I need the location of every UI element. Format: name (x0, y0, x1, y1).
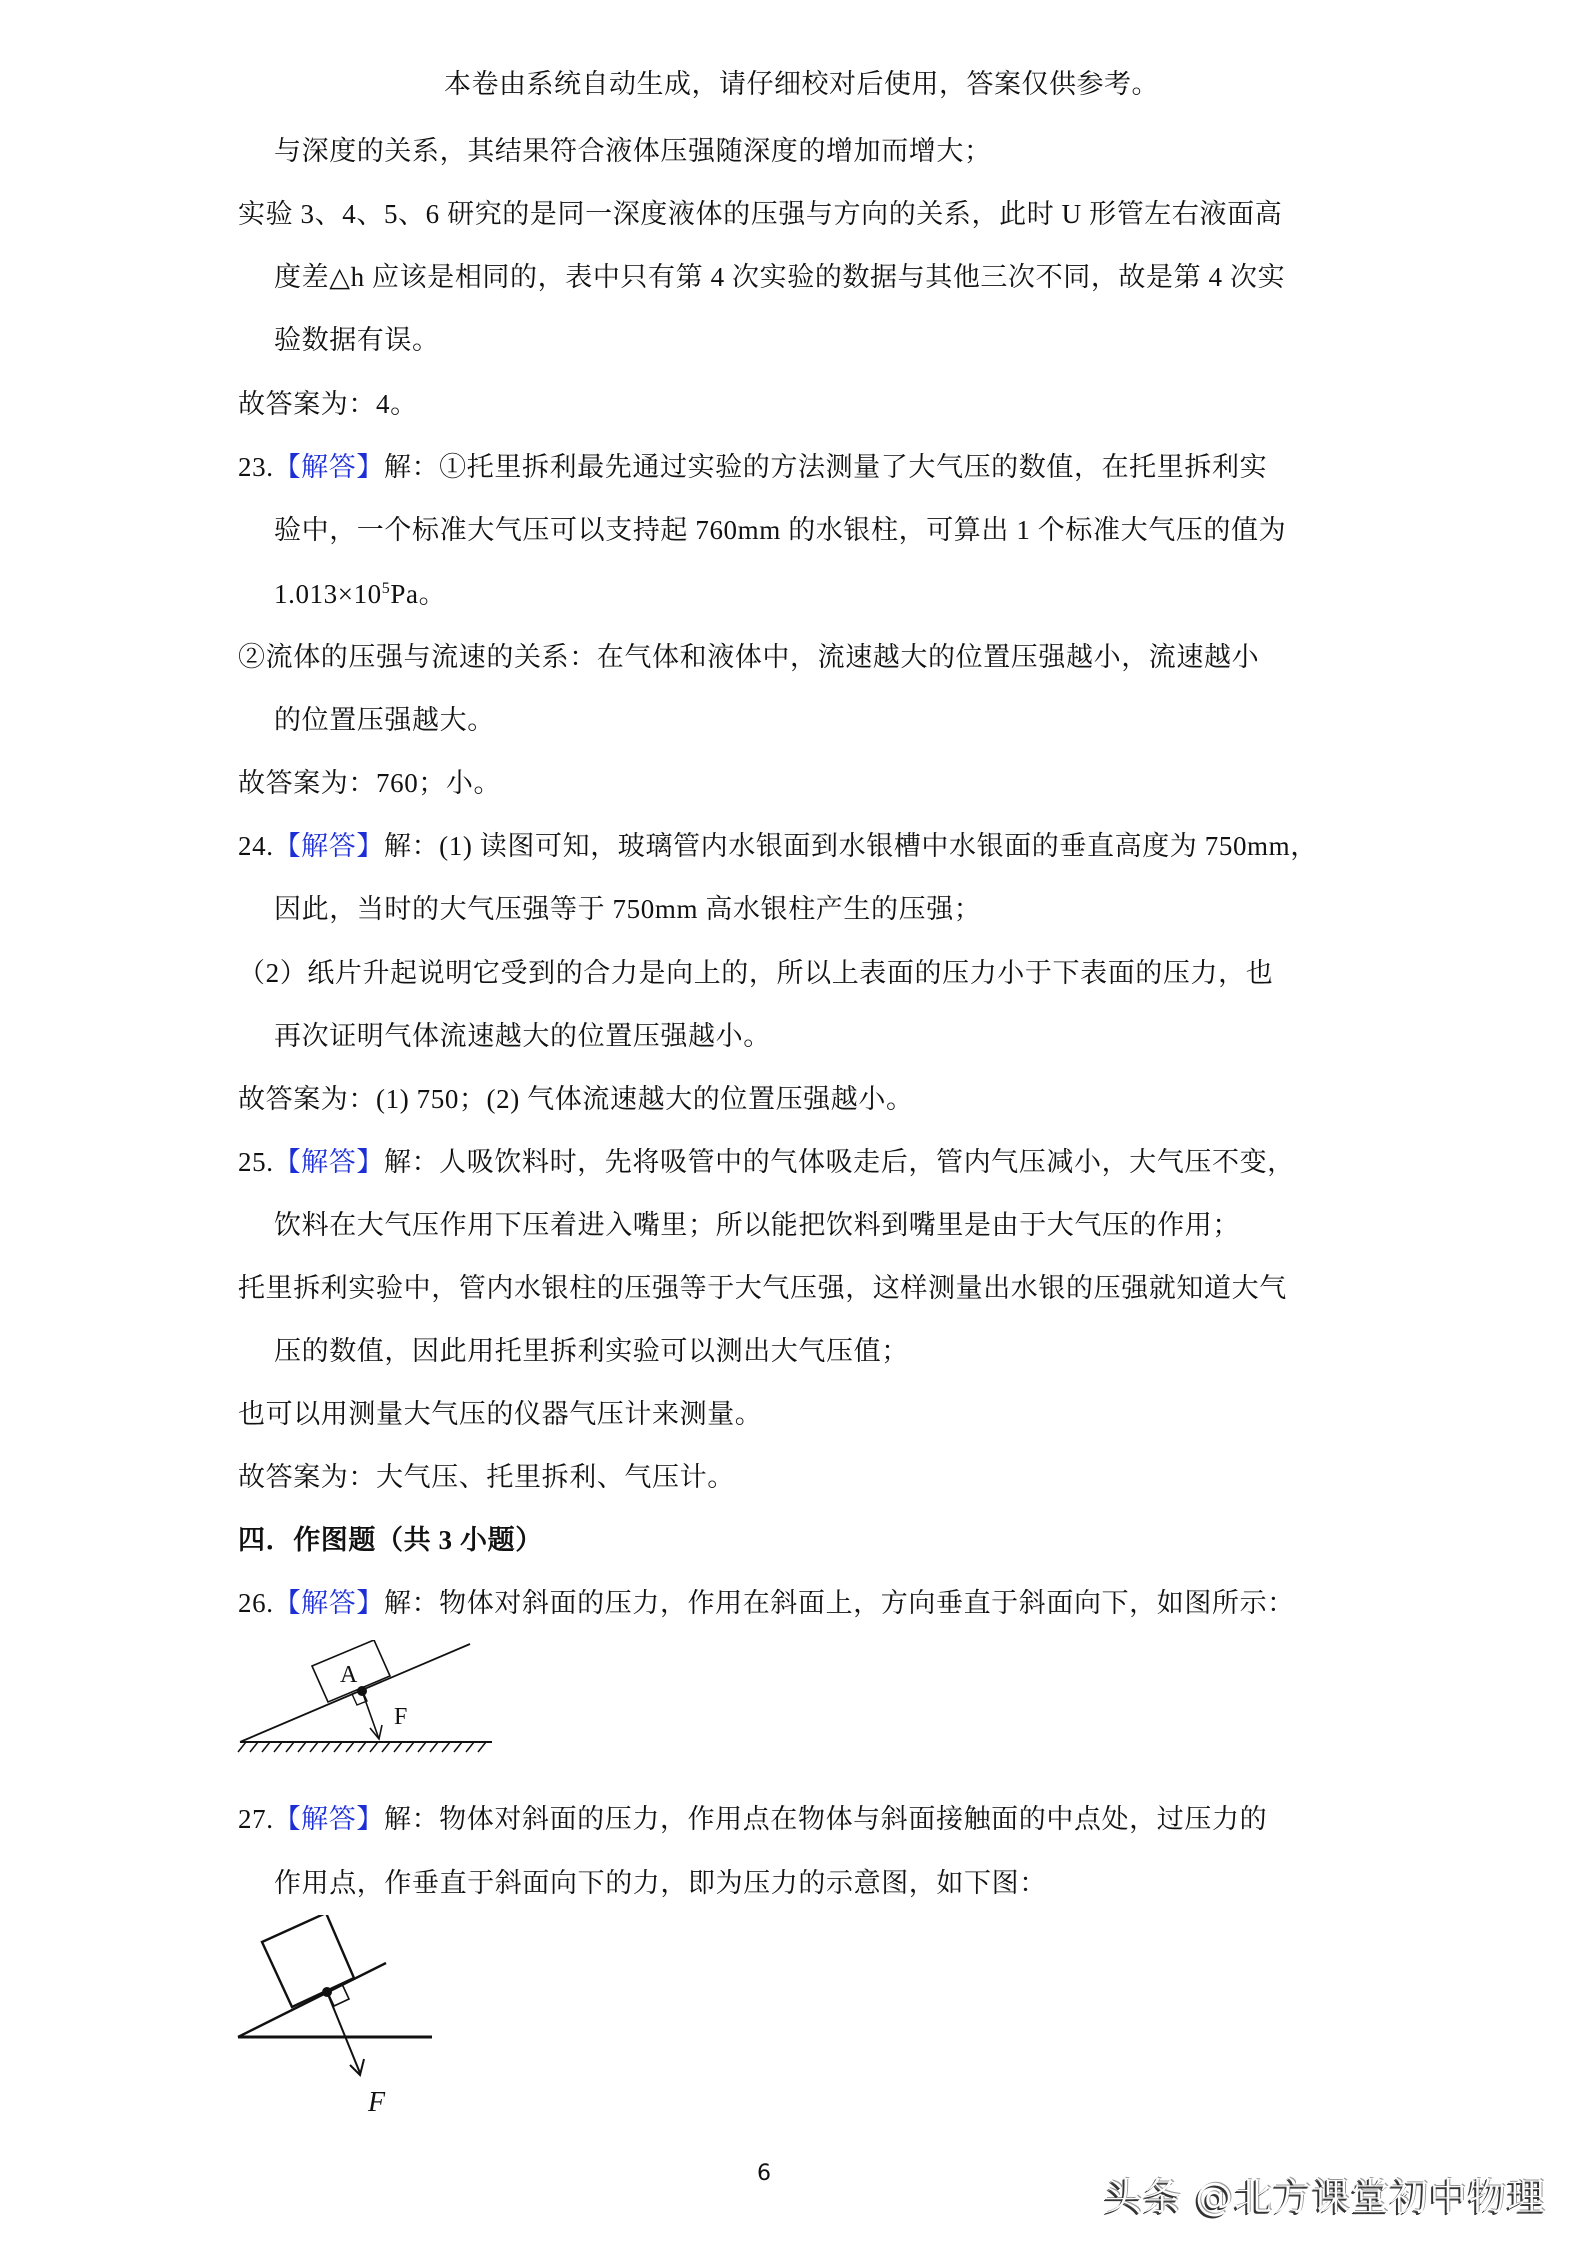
svg-text:F: F (394, 1704, 408, 1730)
q25-line-5: 也可以用测量大气压的仪器气压计来测量。 (238, 1399, 763, 1429)
q24-line-2: 因此，当时的大气压强等于 750mm 高水银柱产生的压强； (274, 894, 982, 924)
q26-answer-tag: 【解答】 (273, 1588, 384, 1618)
source-watermark: 头条 @北方课堂初中物理 (1104, 2175, 1547, 2219)
q26-line-1 (238, 1585, 1348, 1621)
q23-answer-tag: 【解答】 (273, 452, 384, 482)
q23-line-5: 的位置压强越大。 (274, 705, 495, 735)
q27-incline-figure (234, 1915, 444, 2125)
section-4-heading: 四．作图题（共 3 小题） (238, 1525, 543, 1555)
page-number: 6 (757, 2161, 771, 2186)
q24-number: 24. (238, 831, 274, 861)
q22-line-3: 度差△h 应该是相同的，表中只有第 4 次实验的数据与其他三次不同，故是第 4 次实 (274, 262, 1286, 292)
q23-line-2: 验中，一个标准大气压可以支持起 760mm 的水银柱，可算出 1 个标准大气压的值为 (274, 515, 1287, 545)
q23-pressure-exponent: 5 (381, 580, 391, 597)
q23-pressure-unit: Pa。 (390, 579, 447, 609)
q22-line-2: 实验 3、4、5、6 研究的是同一深度液体的压强与方向的关系，此时 U 形管左右液面高 (238, 199, 1283, 229)
svg-text:F: F (368, 2087, 386, 2118)
q26-incline-figure (236, 1640, 506, 1770)
q25-answer: 故答案为：大气压、托里拆利、气压计。 (238, 1462, 735, 1492)
q27-answer-tag: 【解答】 (273, 1804, 384, 1834)
q24-line-1-text: 解：(1) 读图可知，玻璃管内水银面到水银槽中水银面的垂直高度为 750mm， (383, 831, 1318, 861)
q25-line-1-text: 解：人吸饮料时，先将吸管中的气体吸走后，管内气压减小，大气压不变， (383, 1147, 1295, 1177)
q24-answer: 故答案为：(1) 750；(2) 气体流速越大的位置压强越小。 (238, 1084, 914, 1114)
incline-square-block-diagram (234, 1915, 444, 2125)
q23-answer: 故答案为：760；小。 (238, 768, 502, 798)
q27-line-2: 作用点，作垂直于斜面向下的力，即为压力的示意图，如下图： (274, 1868, 1047, 1898)
incline-block-diagram (236, 1640, 506, 1770)
ground-hatching (238, 1742, 486, 1752)
q24-line-1 (238, 828, 1348, 864)
q25-number: 25. (238, 1147, 274, 1177)
q25-line-4: 压的数值，因此用托里拆利实验可以测出大气压值； (274, 1336, 909, 1366)
q22-answer: 故答案为：4。 (238, 389, 418, 419)
q25-line-1 (238, 1144, 1348, 1180)
q22-line-1: 与深度的关系，其结果符合液体压强随深度的增加而增大； (274, 136, 992, 166)
svg-text:A: A (340, 1662, 358, 1688)
q24-line-4: 再次证明气体流速越大的位置压强越小。 (274, 1021, 771, 1051)
q24-line-3: （2）纸片升起说明它受到的合力是向上的，所以上表面的压力小于下表面的压力，也 (238, 958, 1274, 988)
q23-line-1-text: 解：①托里拆利最先通过实验的方法测量了大气压的数值，在托里拆利实 (383, 452, 1268, 482)
q25-line-2: 饮料在大气压作用下压着进入嘴里；所以能把饮料到嘴里是由于大气压的作用； (274, 1210, 1240, 1240)
q27-number: 27. (238, 1804, 274, 1834)
q23-number: 23. (238, 452, 274, 482)
q23-pressure-base: 1.013×10 (274, 579, 382, 609)
header-disclaimer: 本卷由系统自动生成，请仔细校对后使用，答案仅供参考。 (444, 69, 1159, 99)
q23-line-1 (238, 449, 1348, 485)
q26-line-1-text: 解：物体对斜面的压力，作用在斜面上，方向垂直于斜面向下，如图所示： (383, 1588, 1295, 1618)
q22-line-4: 验数据有误。 (274, 325, 440, 355)
q27-line-1-text: 解：物体对斜面的压力，作用点在物体与斜面接触面的中点处，过压力的 (383, 1804, 1268, 1834)
q26-number: 26. (238, 1588, 274, 1618)
q27-line-1 (238, 1801, 1348, 1837)
q25-line-3: 托里拆利实验中，管内水银柱的压强等于大气压强，这样测量出水银的压强就知道大气 (238, 1273, 1287, 1303)
q25-answer-tag: 【解答】 (273, 1147, 384, 1177)
q24-answer-tag: 【解答】 (273, 831, 384, 861)
q23-line-4: ②流体的压强与流速的关系：在气体和液体中，流速越大的位置压强越小，流速越小 (238, 642, 1260, 672)
q23-line-3 (274, 576, 1384, 612)
